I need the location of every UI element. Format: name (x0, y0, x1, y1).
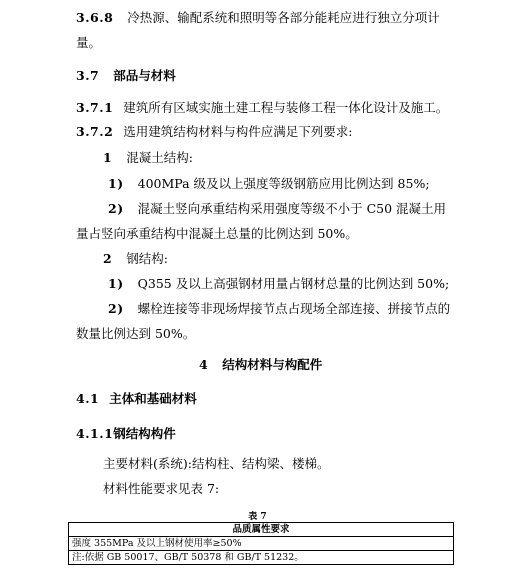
chapter-number: 4 (199, 357, 209, 372)
item-number: 1 (103, 150, 113, 165)
table-caption: 表 7 (248, 512, 267, 522)
sub-item-text: 量占竖向承重结构中混凝土总量的比例达到 50%。 (76, 226, 358, 241)
paragraph-performance (103, 481, 219, 497)
section-number: 3.7 (76, 68, 100, 83)
clause-3-7-1 (76, 100, 448, 116)
clause-number: 3.7.1 (76, 100, 114, 115)
section-4-1-1-heading (76, 426, 176, 442)
sub-item-text: 400MPa 级及以上强度等级钢筋应用比例达到 85%; (137, 176, 430, 191)
sub-item-2-2-line1 (108, 301, 450, 317)
sub-item-text: 混凝土竖向承重结构采用强度等级不小于 C50 混凝土用 (137, 201, 447, 216)
table-cell: 强度 355MPa 及以上钢材使用率≥50% (69, 537, 454, 551)
sub-item-1-2-line1 (108, 201, 446, 217)
chapter-title: 结构材料与构配件 (222, 357, 323, 372)
sub-item-number: 2) (108, 301, 124, 316)
sub-item-2-1 (108, 276, 449, 292)
sub-item-number: 2) (108, 201, 124, 216)
clause-3-6-8-line1 (76, 10, 440, 26)
sub-item-1-1 (108, 176, 430, 192)
section-4-1-heading (76, 391, 197, 407)
section-number: 4.1.1 (76, 426, 114, 441)
requirements-table (68, 522, 454, 565)
paragraph-text: 材料性能要求见表 7: (103, 481, 220, 496)
table-row (69, 551, 454, 565)
sub-item-2-2-line2 (76, 326, 195, 342)
paragraph-text: 主要材料(系统):结构柱、结构梁、楼梯。 (103, 456, 330, 471)
sub-item-number: 1) (108, 176, 124, 191)
sub-item-1-2-line2 (76, 226, 358, 242)
section-title: 钢结构构件 (113, 426, 176, 441)
item-text: 混凝土结构: (126, 150, 193, 165)
sub-item-text: Q355 及以上高强钢材用量占钢材总量的比例达到 50%; (137, 276, 450, 291)
sub-item-number: 1) (108, 276, 124, 291)
item-number: 2 (103, 251, 113, 266)
clause-text: 选用建筑结构材料与构件应满足下列要求: (123, 124, 353, 139)
clause-number: 3.7.2 (76, 124, 114, 139)
list-item-1 (103, 150, 193, 166)
chapter-4-heading (199, 357, 322, 373)
section-number: 4.1 (76, 391, 100, 406)
section-title: 部品与材料 (113, 68, 176, 83)
clause-text: 量。 (76, 35, 102, 50)
clause-text: 建筑所有区域实施土建工程与装修工程一体化设计及施工。 (123, 100, 449, 115)
table-row (69, 537, 454, 551)
table-header-cell: 品质属性要求 (69, 523, 454, 537)
section-title: 主体和基础材料 (109, 391, 197, 406)
sub-item-text: 数量比例达到 50%。 (76, 326, 196, 341)
sub-item-text: 螺栓连接等非现场焊接节点占现场全部连接、拼接节点的 (137, 301, 451, 316)
table-cell: 注:依据 GB 50017、GB/T 50378 和 GB/T 51232。 (69, 551, 454, 565)
clause-text: 冷热源、输配系统和照明等各部分能耗应进行独立分项计 (127, 10, 440, 25)
clause-3-6-8-line2 (76, 35, 101, 51)
paragraph-main-materials (103, 456, 329, 472)
section-3-7-heading (76, 68, 176, 84)
item-text: 钢结构: (126, 251, 168, 266)
clause-3-7-2 (76, 124, 353, 140)
table-header-row (69, 523, 454, 537)
list-item-2 (103, 251, 168, 267)
clause-number: 3.6.8 (76, 10, 114, 25)
